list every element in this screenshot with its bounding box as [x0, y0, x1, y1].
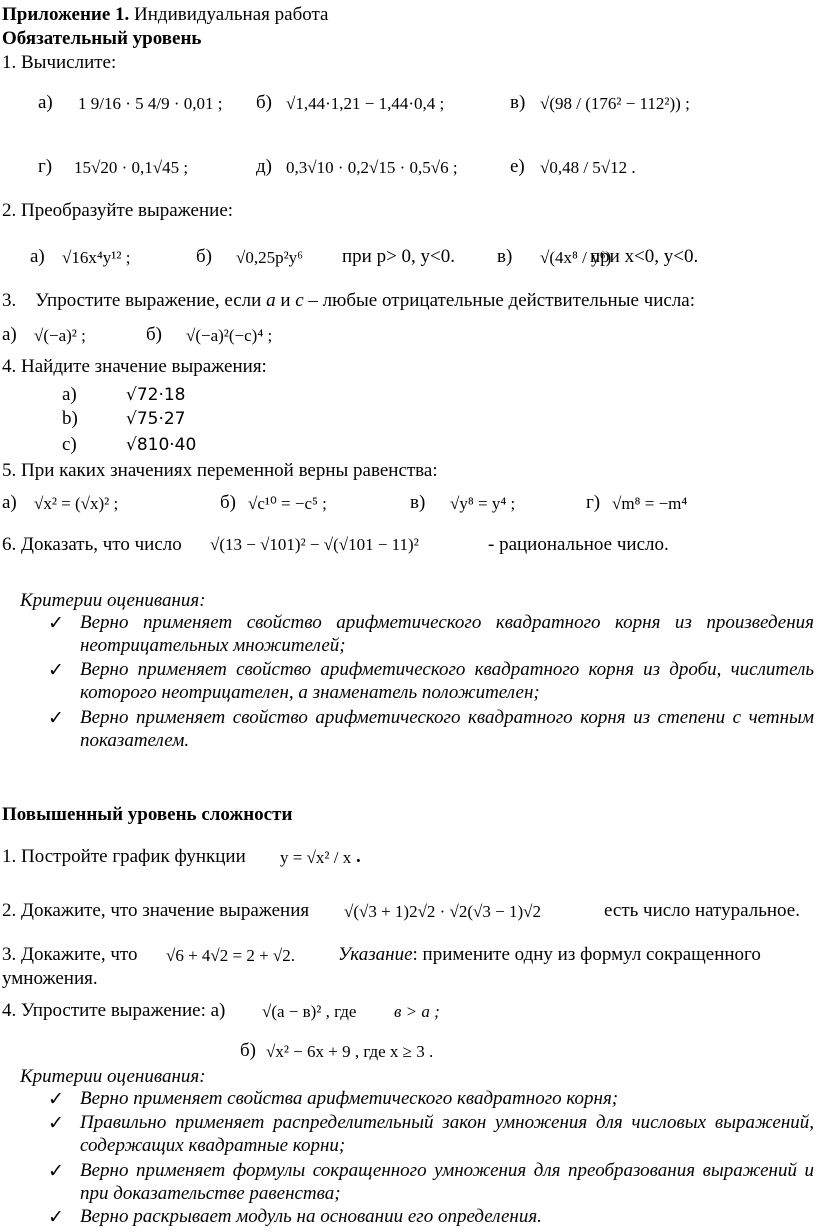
adv-task3-hint: Указание: примените одну из формул сокращенного	[338, 944, 761, 965]
task1-e-expr: √0,48 / 5√12 .	[540, 158, 636, 177]
task3-b-expr: √(−a)²(−c)⁴ ;	[186, 326, 273, 345]
adv-task4-a-expr: √(a − в)² , где	[262, 1002, 357, 1021]
task3-label: 3. Упростите выражение, если а и с – любые отрицательные действительные числа:	[2, 290, 696, 311]
task2-v-condition: при х<0, у<0.	[590, 246, 699, 267]
adv-task1-expr: y = √x² / x	[280, 848, 352, 867]
check-icon: ✓	[48, 1207, 64, 1228]
task1-d-expr: 0,3√10 · 0,2√15 · 0,5√6 ;	[286, 158, 458, 177]
task6-tail: - рациональное число.	[488, 534, 669, 555]
adv-task4-b-expr: √x² − 6x + 9 , где x ≥ 3 .	[266, 1042, 434, 1061]
task1-b-label: б)	[256, 92, 272, 113]
check-icon: ✓	[48, 613, 64, 634]
task4-b-expr: √75·27	[126, 409, 186, 429]
adv-task1-end: .	[356, 846, 361, 867]
task4-a-label: а)	[62, 384, 77, 405]
task4-a-expr: √72·18	[126, 385, 186, 405]
task6-label: 6. Доказать, что число	[2, 534, 182, 555]
task2-label: 2. Преобразуйте выражение:	[2, 200, 234, 221]
task5-g-label: г)	[586, 492, 601, 513]
task1-e-label: е)	[510, 156, 525, 177]
task2-v-label: в)	[497, 246, 513, 267]
task3-a-expr: √(−a)² ;	[34, 326, 86, 345]
task6-expr: √(13 − √101)² − √(√101 − 11)²	[210, 535, 419, 554]
adv-task3-expr: √6 + 4√2 = 2 + √2.	[166, 946, 296, 965]
check-icon: ✓	[48, 708, 64, 729]
adv-task2-expr: √(√3 + 1)2√2 · √2(√3 − 1)√2	[344, 902, 541, 921]
criteria2-item-2: Правильно применяет распределительный закон умножения для числовых выражений, содержащих квадратные корни;	[80, 1112, 814, 1156]
adv-task3-label: 3. Докажите, что	[2, 944, 138, 965]
task5-a-expr: √x² = (√x)² ;	[34, 494, 119, 513]
task4-b-label: b)	[62, 408, 78, 429]
criteria1-item-3: Верно применяет свойство арифметического квадратного корня из степени с четным показателем.	[80, 707, 814, 751]
adv-task2-tail: есть число натуральное.	[604, 900, 800, 921]
criteria1-item-2: Верно применяет свойство арифметического квадратного корня из дроби, числитель которого неотрицателен, а знаменатель положителен;	[80, 659, 814, 703]
task5-a-label: а)	[2, 492, 17, 513]
task2-b-expr: √0,25p²y⁶	[236, 248, 304, 267]
task2-v-expr: √(4x⁸ / y⁶)	[540, 248, 612, 267]
check-icon: ✓	[48, 660, 64, 681]
task1-g-label: г)	[38, 156, 53, 177]
task2-a-expr: √16x⁴y¹² ;	[62, 248, 131, 267]
task1-g-expr: 15√20 · 0,1√45 ;	[74, 158, 189, 177]
check-icon: ✓	[48, 1089, 64, 1110]
criteria1-item-1: Верно применяет свойство арифметического квадратного корня из произведения неотрицательных множителей;	[80, 612, 814, 656]
check-icon: ✓	[48, 1113, 64, 1134]
task2-a-label: а)	[30, 246, 45, 267]
task2-b-condition: при р> 0, у<0.	[342, 246, 456, 267]
check-icon: ✓	[48, 1161, 64, 1182]
document-title: Приложение 1. Индивидуальная работа	[2, 4, 329, 25]
level-heading-basic: Обязательный уровень	[2, 28, 202, 49]
task1-a-label: а)	[38, 92, 53, 113]
task5-label: 5. При каких значениях переменной верны равенства:	[2, 460, 438, 481]
level-heading-advanced: Повышенный уровень сложности	[2, 804, 293, 825]
adv-task4-b-label: б)	[240, 1040, 256, 1061]
task1-label: 1. Вычислите:	[2, 52, 117, 73]
task3-b-label: б)	[146, 324, 162, 345]
task5-v-expr: √y⁸ = y⁴ ;	[450, 494, 516, 513]
task4-c-label: c)	[62, 434, 77, 455]
task4-label: 4. Найдите значение выражения:	[2, 356, 267, 377]
task1-b-expr: √1,44·1,21 − 1,44·0,4 ;	[286, 94, 445, 113]
criteria2-title: Критерии оценивания:	[20, 1066, 206, 1087]
task1-a-expr: 1 9/16 · 5 4/9 · 0,01 ;	[78, 94, 223, 113]
criteria2-item-3: Верно применяет формулы сокращенного умножения для преобразования выражений и при доказательстве равенства;	[80, 1160, 814, 1204]
criteria1-title: Критерии оценивания:	[20, 590, 206, 611]
task5-v-label: в)	[410, 492, 426, 513]
task4-c-expr: √810·40	[126, 435, 197, 455]
criteria2-item-4: Верно раскрывает модуль на основании его определения.	[80, 1206, 542, 1227]
task1-v-label: в)	[510, 92, 526, 113]
adv-task4-a-condition: в > а ;	[394, 1002, 440, 1021]
criteria2-item-1: Верно применяет свойства арифметического квадратного корня;	[80, 1088, 619, 1109]
adv-task1-label: 1. Постройте график функции	[2, 846, 246, 867]
task5-b-expr: √c¹⁰ = −c⁵ ;	[248, 494, 327, 513]
task5-g-expr: √m⁸ = −m⁴	[612, 494, 688, 513]
task1-v-expr: √(98 / (176² − 112²)) ;	[540, 94, 690, 113]
adv-task4-label: 4. Упростите выражение: а)	[2, 1000, 226, 1021]
task2-b-label: б)	[196, 246, 212, 267]
task3-a-label: а)	[2, 324, 17, 345]
task1-d-label: д)	[256, 156, 272, 177]
adv-task2-label: 2. Докажите, что значение выражения	[2, 900, 310, 921]
task5-b-label: б)	[220, 492, 236, 513]
adv-task3-line2: умножения.	[2, 968, 98, 989]
